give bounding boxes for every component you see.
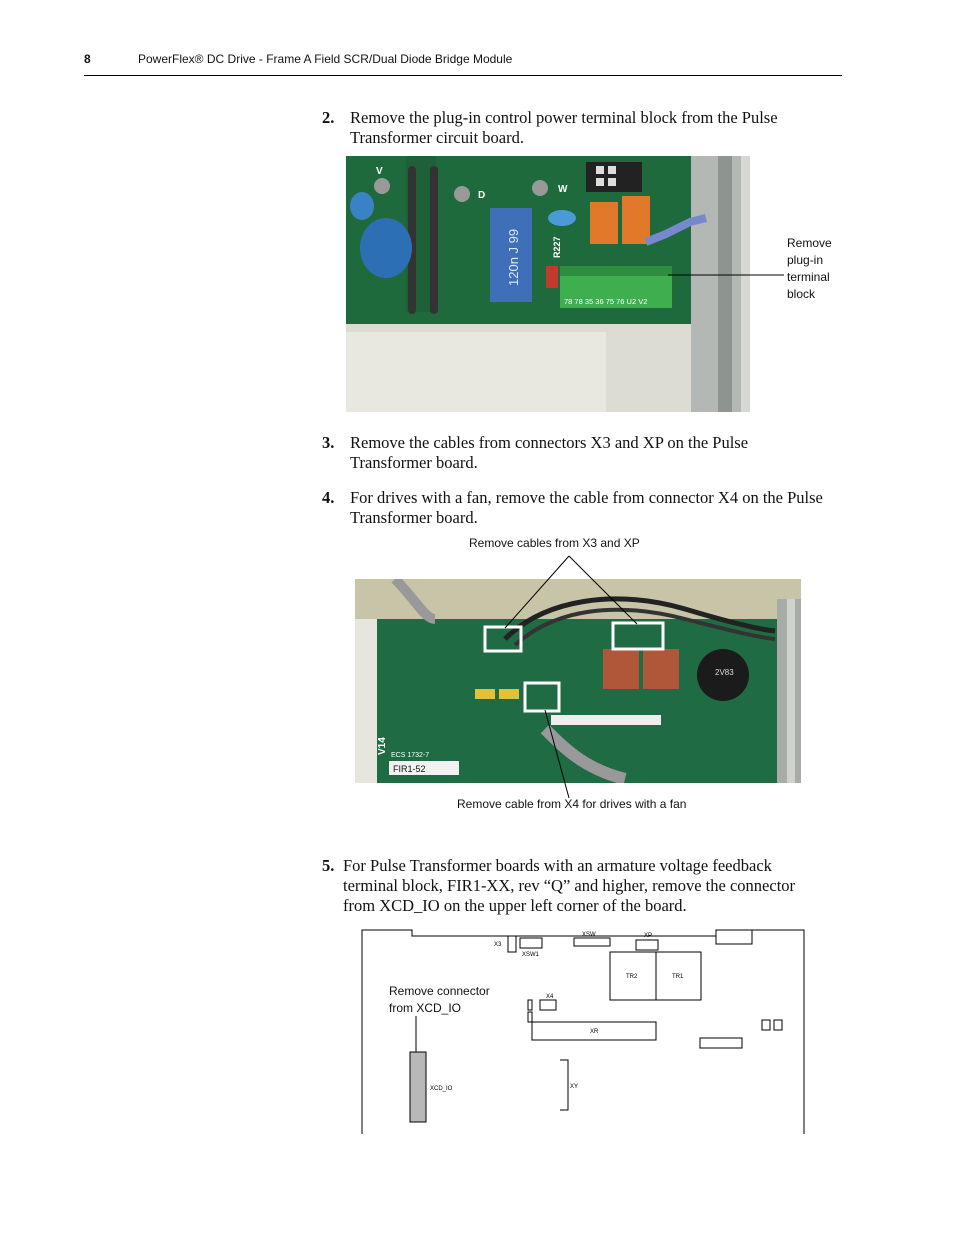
step-number: 3. xyxy=(322,433,335,452)
step-text-line: For Pulse Transformer boards with an armature voltage feedback xyxy=(343,856,772,875)
marker-d: D xyxy=(478,190,486,201)
step-3 xyxy=(322,433,842,473)
board-outline-diagram xyxy=(360,928,806,1136)
header-rule xyxy=(84,75,842,76)
label-xcd-io: XCD_IO xyxy=(430,1086,453,1092)
step-text-line: Remove the plug-in control power terminal block from the Pulse xyxy=(350,108,778,127)
step-5 xyxy=(322,856,842,916)
board-model-label: FIR1-52 xyxy=(393,764,426,774)
step-number: 5. xyxy=(322,856,335,875)
label-xp: XP xyxy=(644,933,653,939)
step-text-line: Transformer board. xyxy=(350,508,478,527)
board-v14-label: V14 xyxy=(377,737,388,755)
capacitor-label: 120n J 99 xyxy=(506,228,521,286)
label-xsw: XSW xyxy=(582,932,596,938)
callout-remove-connector-xcd-io: Remove connector from XCD_IO xyxy=(389,984,490,1015)
label-xsw1: XSW1 xyxy=(522,952,540,958)
board-ecs-label: ECS 1732-7 xyxy=(391,752,430,759)
callout-remove-plug-in-terminal-block: Remove plug-in terminal block xyxy=(787,236,832,301)
terminal-block-photo xyxy=(346,156,750,412)
page-number: 8 xyxy=(84,52,91,66)
step-number: 2. xyxy=(322,108,335,127)
terminal-pin-labels: 78 78 35 36 75 76 U2 V2 xyxy=(564,297,648,306)
label-x4: X4 xyxy=(546,994,554,1000)
label-xy: XY xyxy=(570,1084,579,1090)
callout-remove-cables-x3-xp: Remove cables from X3 and XP xyxy=(469,536,640,550)
step-4 xyxy=(322,488,862,528)
marker-w: W xyxy=(558,184,568,195)
callout-line xyxy=(668,270,784,280)
callout-lines-fig2 xyxy=(355,552,801,802)
step-text-line: terminal block, FIR1-XX, rev “Q” and higher, remove the connector xyxy=(343,876,796,895)
label-tr1: TR1 xyxy=(672,974,684,980)
running-header: PowerFlex® DC Drive - Frame A Field SCR/Dual Diode Bridge Module xyxy=(138,52,513,66)
label-tr2: TR2 xyxy=(626,974,638,980)
step-text-line: Transformer board. xyxy=(350,453,478,472)
step-text-line: Remove the cables from connectors X3 and XP on the Pulse xyxy=(350,433,749,452)
step-text-line: For drives with a fan, remove the cable from connector X4 on the Pulse xyxy=(350,488,823,507)
resistor-label: R227 xyxy=(552,236,562,258)
label-x3: X3 xyxy=(494,942,502,948)
capacitor-label: 2V83 xyxy=(715,668,734,677)
step-text-line: from XCD_IO on the upper left corner of the board. xyxy=(343,896,687,915)
callout-remove-cable-x4: Remove cable from X4 for drives with a fan xyxy=(457,797,687,811)
label-xr: XR xyxy=(590,1029,599,1035)
step-2 xyxy=(322,108,842,148)
step-number: 4. xyxy=(322,488,335,507)
marker-v: V xyxy=(376,166,383,177)
step-text-line: Transformer circuit board. xyxy=(350,128,524,147)
